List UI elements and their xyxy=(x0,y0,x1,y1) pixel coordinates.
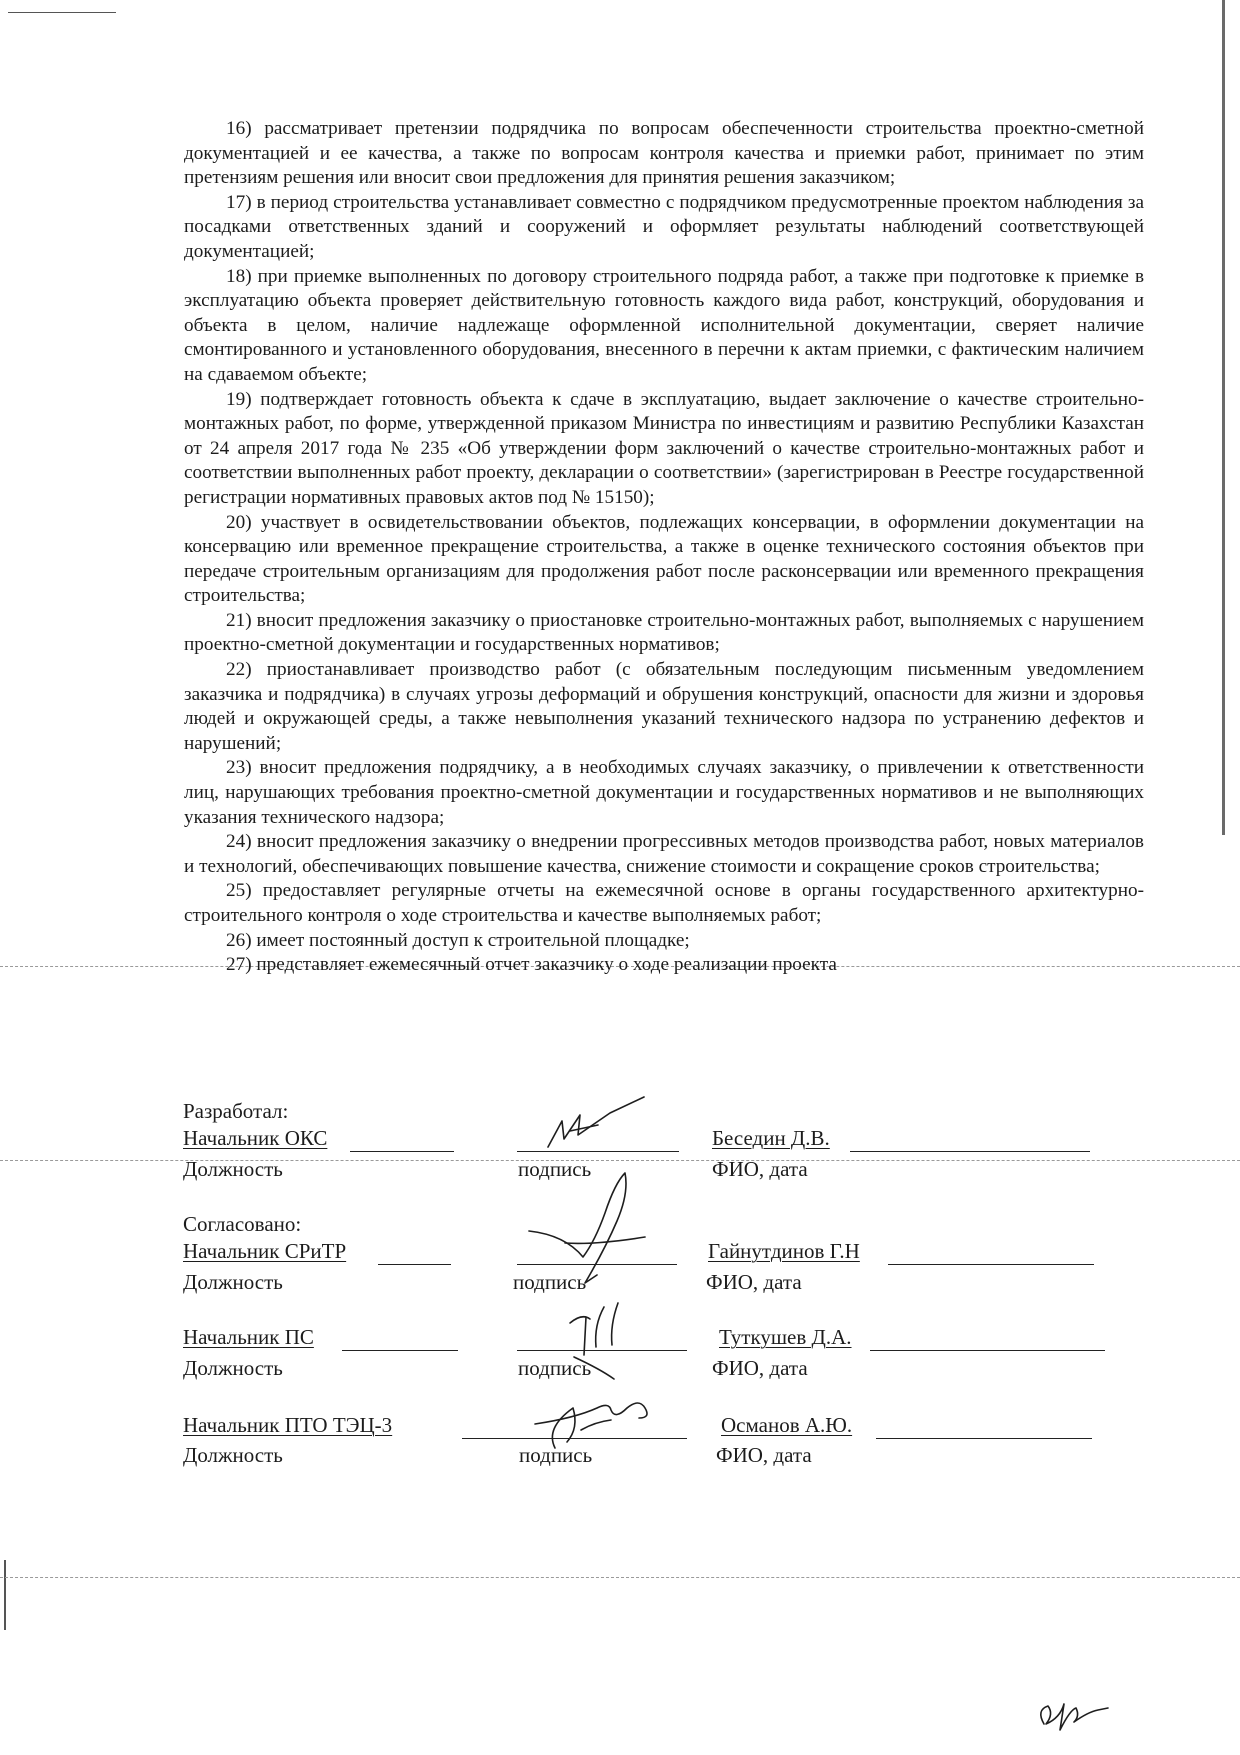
position-value: Начальник ОКС xyxy=(183,1126,328,1150)
position-value: Начальник ПТО ТЭЦ-3 xyxy=(183,1413,393,1437)
handwritten-signature-4 xyxy=(515,1378,665,1458)
duty-item: 24) вносит предложения заказчику о внедрении прогрессивных методов производства работ, новых материалов и технологий, обеспечивающих повышение качества, снижение стоимости и сокращение сроков строительства; xyxy=(184,831,1144,877)
name-line xyxy=(850,1151,1090,1152)
duty-item: 23) вносит предложения подрядчику, а в необходимых случаях заказчику, о привлечении к ответственности лиц, нарушающих требования проектно-сметной документации и государственных нормативов и не выполняющих указания технического надзора; xyxy=(184,757,1144,828)
name-value: Османов А.Ю. xyxy=(721,1413,853,1437)
position-caption: Должность xyxy=(183,1356,283,1380)
duty-item: 16) рассматривает претензии подрядчика по вопросам обеспеченности строительства проектно-сметной документацией и ее качества, а также по вопросам контроля качества и приемки работ, принимает по этим претензиям решения или вносит свои предложения для принятия решения заказчиком; xyxy=(184,118,1144,189)
position-value: Начальник ПС xyxy=(183,1325,314,1349)
duty-item: 21) вносит предложения заказчику о приостановке строительно-монтажных работ, выполняемых с нарушением проектно-сметной документации и государственных нормативов; xyxy=(184,609,1144,656)
signature-caption: подпись xyxy=(518,1356,592,1380)
position-line xyxy=(378,1264,451,1265)
duty-item: 20) участвует в освидетельствовании объектов, подлежащих консервации, в оформлении документации на консервацию или временное прекращение строительства, а также в оценке технического состояния объектов при передаче строительным организациям для продолжения работ после расконсервации или временного прекращения строительства; xyxy=(184,511,1144,607)
position-caption: Должность xyxy=(183,1443,283,1467)
duty-item: 22) приостанавливает производство работ (с обязательным последующим письменным уведомлением заказчика и подрядчика) в случаях угрозы деформаций и обрушения конструкций, опасности для жизни и здоровья людей и окружающей среды, а также невыполнения указаний технического надзора по устранению дефектов и нарушений; xyxy=(184,659,1144,754)
page-initials-mark xyxy=(1030,1690,1120,1735)
position-line xyxy=(342,1350,458,1351)
handwritten-signature-1 xyxy=(540,1095,650,1155)
name-line xyxy=(888,1264,1094,1265)
name-line xyxy=(876,1438,1092,1439)
position-line xyxy=(350,1151,454,1152)
position-line xyxy=(462,1438,522,1439)
position-caption: Должность xyxy=(183,1270,283,1294)
developed-by-heading: Разработал: xyxy=(183,1099,289,1123)
name-value: Беседин Д.В. xyxy=(712,1126,830,1150)
duty-item: 19) подтверждает готовность объекта к сдаче в эксплуатацию, выдает заключение о качестве строительно-монтажных работ, по форме, утвержденной приказом Министра по инвестициям и развитию Республики Казахстан от 24 апреля 2017 года № 235 «Об утверждении форм заключений о качестве строительно-монтажных работ и соответствии выполненных работ проекту, декларации о соответствии» (зарегистрирован в Реестре государственной регистрации нормативных правовых актов под № 15150); xyxy=(184,388,1144,508)
signature-caption: подпись xyxy=(519,1443,593,1467)
name-caption: ФИО, дата xyxy=(712,1157,808,1181)
agreed-heading: Согласовано: xyxy=(183,1212,302,1236)
name-caption: ФИО, дата xyxy=(706,1270,802,1294)
duty-item: 27) представляет ежемесячный отчет заказчику о ходе реализации проекта xyxy=(226,954,837,976)
name-line xyxy=(870,1350,1105,1351)
name-caption: ФИО, дата xyxy=(716,1443,812,1467)
position-caption: Должность xyxy=(183,1157,283,1181)
signature-caption: подпись xyxy=(513,1270,587,1294)
handwritten-signature-2 xyxy=(525,1173,655,1293)
handwritten-signature-3 xyxy=(560,1295,650,1385)
duty-item: 26) имеет постоянный доступ к строительной площадке; xyxy=(226,929,690,951)
duty-item: 25) предоставляет регулярные отчеты на ежемесячной основе в органы государственного архитектурно-строительного контроля о ходе строительства и качестве выполняемых работ; xyxy=(184,880,1144,926)
name-caption: ФИО, дата xyxy=(712,1356,808,1380)
duty-item: 18) при приемке выполненных по договору строительного подряда работ, а также при подготовке к приемке в эксплуатацию объекта проверяет действительную готовность каждого вида работ, конструкций, оборудования и объекта в целом, наличие надлежаще оформленной исполнительной документации, сверяет наличие смонтированного и установленного оборудования, внесенного в перечни к актам приемки, с фактическим наличием на сдаваемом объекте; xyxy=(184,265,1144,385)
signature-caption: подпись xyxy=(518,1157,592,1181)
duty-item: 17) в период строительства устанавливает совместно с подрядчиком предусмотренные проектом наблюдения за посадками ответственных зданий и сооружений и оформляет результаты наблюдений соответствующей документацией; xyxy=(184,191,1144,262)
name-value: Туткушев Д.А. xyxy=(719,1325,852,1349)
name-value: Гайнутдинов Г.Н xyxy=(708,1239,860,1263)
position-value: Начальник СРиТР xyxy=(183,1239,347,1263)
